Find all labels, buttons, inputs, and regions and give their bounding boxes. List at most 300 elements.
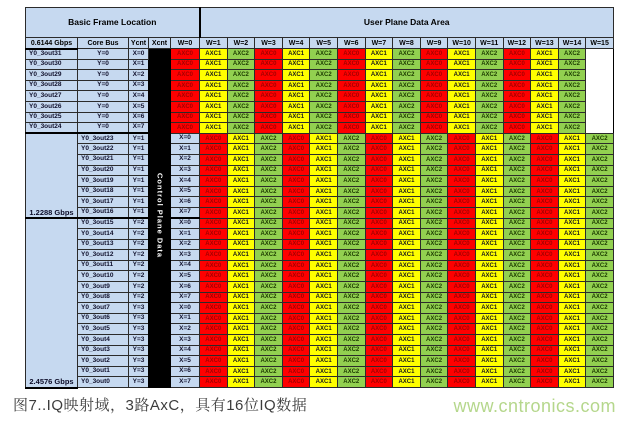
axc-cell: AXC0 xyxy=(503,101,531,112)
ycnt-cell: Y=1 xyxy=(129,133,149,144)
axc-cell: AXC1 xyxy=(310,313,338,324)
axc-cell: AXC0 xyxy=(448,260,476,271)
axc-cell: AXC2 xyxy=(420,335,448,346)
core-bus-cell: Y0_3out23 xyxy=(78,133,129,144)
axc-cell: AXC0 xyxy=(448,144,476,155)
column-header-xcnt: Xcnt xyxy=(149,38,171,49)
core-bus-cell: Y0_3out25 xyxy=(26,112,78,123)
axc-cell: AXC1 xyxy=(475,292,503,303)
axc-cell: AXC1 xyxy=(393,176,421,187)
axc-cell: AXC2 xyxy=(503,197,531,208)
axc-cell: AXC0 xyxy=(365,207,393,218)
axc-cell: AXC2 xyxy=(255,218,283,229)
core-bus-cell: Y0_3out15 xyxy=(78,218,129,229)
axc-cell: AXC1 xyxy=(227,133,255,144)
axc-cell: AXC1 xyxy=(531,112,559,123)
axc-cell: AXC1 xyxy=(558,335,586,346)
axc-cell: AXC0 xyxy=(282,303,310,314)
axc-cell: AXC2 xyxy=(558,91,586,102)
axc-cell: AXC2 xyxy=(393,70,421,81)
axc-cell: AXC0 xyxy=(282,282,310,293)
axc-cell: AXC0 xyxy=(365,218,393,229)
axc-cell: AXC2 xyxy=(255,377,283,388)
column-header-row xyxy=(26,38,614,49)
axc-cell: AXC0 xyxy=(200,250,228,261)
column-header-ycnt: Ycnt xyxy=(129,38,149,49)
axc-cell: AXC1 xyxy=(227,239,255,250)
axc-cell: AXC2 xyxy=(337,186,365,197)
ycnt-cell: Y=2 xyxy=(129,271,149,282)
xcnt-cell: X=2 xyxy=(171,239,200,250)
axc-cell: AXC1 xyxy=(475,250,503,261)
ycnt-cell: Y=2 xyxy=(129,260,149,271)
axc-cell: AXC2 xyxy=(310,70,338,81)
axc-cell: AXC1 xyxy=(531,70,559,81)
axc-cell: AXC1 xyxy=(531,101,559,112)
axc-cell: AXC1 xyxy=(531,91,559,102)
axc-cell: AXC1 xyxy=(393,377,421,388)
axc-cell: AXC1 xyxy=(227,176,255,187)
axc-cell: AXC0 xyxy=(448,165,476,176)
axc-cell: AXC2 xyxy=(586,176,614,187)
axc-cell: AXC2 xyxy=(227,59,255,70)
w-column-header-4: W=4 xyxy=(282,38,310,49)
axc-cell: AXC2 xyxy=(503,292,531,303)
table-row xyxy=(26,313,614,324)
axc-cell: AXC0 xyxy=(503,112,531,123)
axc-cell: AXC2 xyxy=(475,101,503,112)
axc-cell: AXC2 xyxy=(586,165,614,176)
axc-cell: AXC2 xyxy=(503,133,531,144)
axc-cell: AXC1 xyxy=(282,112,310,123)
axc-cell: AXC0 xyxy=(200,144,228,155)
core-bus-cell: Y0_3out24 xyxy=(26,123,78,134)
axc-cell: AXC2 xyxy=(558,112,586,123)
axc-cell: AXC2 xyxy=(475,80,503,91)
axc-cell: AXC0 xyxy=(365,345,393,356)
axc-cell: AXC0 xyxy=(448,250,476,261)
xcnt-cell: X=6 xyxy=(171,282,200,293)
axc-cell: AXC0 xyxy=(200,165,228,176)
w-column-header-11: W=11 xyxy=(475,38,503,49)
ycnt-cell: Y=2 xyxy=(129,250,149,261)
axc-cell: AXC2 xyxy=(393,59,421,70)
axc-cell: AXC0 xyxy=(531,356,559,367)
axc-cell: AXC1 xyxy=(393,250,421,261)
axc-cell: AXC1 xyxy=(227,250,255,261)
control-plane-label: Control Plane Data xyxy=(155,173,165,259)
axc-cell: AXC1 xyxy=(475,303,503,314)
axc-cell: AXC2 xyxy=(337,154,365,165)
axc-cell: AXC2 xyxy=(420,197,448,208)
axc-cell: AXC1 xyxy=(558,218,586,229)
axc-cell: AXC0 xyxy=(282,239,310,250)
axc-cell: AXC2 xyxy=(255,282,283,293)
axc-cell: AXC2 xyxy=(337,250,365,261)
axc-cell: AXC1 xyxy=(310,133,338,144)
axc-cell: AXC2 xyxy=(586,313,614,324)
axc-cell: AXC0 xyxy=(448,133,476,144)
axc-cell: AXC0 xyxy=(448,176,476,187)
ycnt-cell: Y=0 xyxy=(78,59,129,70)
axc-cell: AXC2 xyxy=(503,176,531,187)
axc-cell: AXC0 xyxy=(282,186,310,197)
axc-cell: AXC1 xyxy=(310,282,338,293)
axc-cell: AXC2 xyxy=(420,176,448,187)
axc-cell: AXC2 xyxy=(558,123,586,134)
axc-cell: AXC1 xyxy=(475,282,503,293)
axc-cell: AXC1 xyxy=(282,59,310,70)
axc-cell: AXC0 xyxy=(200,207,228,218)
axc-cell: AXC0 xyxy=(448,356,476,367)
axc-cell: AXC2 xyxy=(337,144,365,155)
xcnt-cell: X=4 xyxy=(171,176,200,187)
rate-label-cell xyxy=(26,133,78,218)
w-column-header-10: W=10 xyxy=(448,38,476,49)
axc-cell: AXC2 xyxy=(503,366,531,377)
axc-cell: AXC0 xyxy=(365,176,393,187)
xcnt-cell: X=6 xyxy=(129,112,149,123)
axc-cell: AXC2 xyxy=(337,303,365,314)
ycnt-cell: Y=3 xyxy=(129,313,149,324)
axc-cell: AXC2 xyxy=(420,239,448,250)
core-bus-cell: Y0_3out13 xyxy=(78,239,129,250)
axc-cell: AXC0 xyxy=(531,292,559,303)
axc-cell: AXC1 xyxy=(393,313,421,324)
axc-cell: AXC2 xyxy=(310,123,338,134)
axc-cell: AXC0 xyxy=(448,292,476,303)
axc-cell: AXC1 xyxy=(393,335,421,346)
axc-cell: AXC0 xyxy=(282,207,310,218)
axc-cell: AXC2 xyxy=(227,101,255,112)
axc-cell: AXC1 xyxy=(365,101,393,112)
ycnt-cell: Y=0 xyxy=(78,49,129,60)
axc-cell: AXC1 xyxy=(558,366,586,377)
table-row xyxy=(26,345,614,356)
axc-cell: AXC1 xyxy=(558,144,586,155)
axc-cell: AXC0 xyxy=(503,59,531,70)
w-column-header-9: W=9 xyxy=(420,38,448,49)
axc-cell: AXC0 xyxy=(282,345,310,356)
axc-cell: AXC0 xyxy=(448,271,476,282)
axc-cell: AXC2 xyxy=(420,186,448,197)
axc-cell: AXC0 xyxy=(200,186,228,197)
table-row xyxy=(26,112,614,123)
axc-cell: AXC2 xyxy=(586,282,614,293)
axc-cell: AXC1 xyxy=(558,154,586,165)
axc-cell: AXC1 xyxy=(393,186,421,197)
core-bus-cell: Y0_3out21 xyxy=(78,154,129,165)
axc-cell: AXC1 xyxy=(531,123,559,134)
axc-cell: AXC2 xyxy=(255,303,283,314)
table-row xyxy=(26,377,614,388)
axc-cell: AXC2 xyxy=(475,112,503,123)
axc-cell: AXC1 xyxy=(475,366,503,377)
axc-cell: AXC1 xyxy=(558,271,586,282)
axc-cell: AXC1 xyxy=(200,123,228,134)
table-row xyxy=(26,356,614,367)
axc-cell: AXC1 xyxy=(200,49,228,60)
axc-cell: AXC0 xyxy=(282,271,310,282)
core-bus-cell: Y0_3out18 xyxy=(78,186,129,197)
table-row xyxy=(26,229,614,240)
ycnt-cell: Y=2 xyxy=(129,218,149,229)
axc-cell: AXC1 xyxy=(227,154,255,165)
axc-cell: AXC1 xyxy=(310,345,338,356)
axc-cell: AXC1 xyxy=(558,176,586,187)
axc-cell: AXC2 xyxy=(337,335,365,346)
axc-cell: AXC2 xyxy=(337,366,365,377)
axc-cell: AXC0 xyxy=(448,303,476,314)
axc-cell: AXC0 xyxy=(171,123,200,134)
core-bus-cell: Y0_3out8 xyxy=(78,292,129,303)
axc-cell: AXC0 xyxy=(448,345,476,356)
axc-cell: AXC0 xyxy=(282,229,310,240)
axc-cell: AXC1 xyxy=(310,186,338,197)
axc-cell: AXC0 xyxy=(503,91,531,102)
axc-cell: AXC2 xyxy=(586,292,614,303)
ycnt-cell: Y=1 xyxy=(129,165,149,176)
axc-cell: AXC1 xyxy=(310,335,338,346)
axc-cell: AXC2 xyxy=(337,377,365,388)
axc-cell: AXC2 xyxy=(337,282,365,293)
axc-cell: AXC2 xyxy=(420,377,448,388)
core-bus-cell: Y0_3out14 xyxy=(78,229,129,240)
axc-cell: AXC0 xyxy=(171,80,200,91)
axc-cell: AXC2 xyxy=(227,112,255,123)
table-row xyxy=(26,123,614,134)
xcnt-cell: X=0 xyxy=(171,303,200,314)
axc-cell: AXC0 xyxy=(365,197,393,208)
axc-cell: AXC0 xyxy=(448,197,476,208)
axc-cell: AXC0 xyxy=(255,70,283,81)
core-bus-cell: Y0_3out29 xyxy=(26,70,78,81)
axc-cell: AXC0 xyxy=(200,282,228,293)
ycnt-cell: Y=1 xyxy=(129,207,149,218)
axc-cell: AXC0 xyxy=(420,80,448,91)
table-row xyxy=(26,292,614,303)
axc-cell: AXC1 xyxy=(393,207,421,218)
axc-cell: AXC2 xyxy=(420,218,448,229)
axc-cell: AXC1 xyxy=(227,165,255,176)
ycnt-cell: Y=1 xyxy=(129,176,149,187)
axc-cell: AXC2 xyxy=(503,154,531,165)
axc-cell: AXC1 xyxy=(448,80,476,91)
axc-cell: AXC2 xyxy=(586,250,614,261)
axc-cell: AXC1 xyxy=(227,377,255,388)
axc-cell: AXC2 xyxy=(420,207,448,218)
axc-cell: AXC1 xyxy=(310,229,338,240)
axc-cell: AXC0 xyxy=(531,335,559,346)
axc-cell: AXC2 xyxy=(255,292,283,303)
axc-cell: AXC2 xyxy=(337,324,365,335)
axc-cell: AXC1 xyxy=(282,101,310,112)
axc-cell: AXC2 xyxy=(227,123,255,134)
axc-cell: AXC1 xyxy=(531,80,559,91)
axc-cell: AXC1 xyxy=(365,91,393,102)
axc-cell: AXC2 xyxy=(255,186,283,197)
axc-cell: AXC1 xyxy=(227,207,255,218)
axc-cell: AXC2 xyxy=(420,303,448,314)
axc-cell: AXC2 xyxy=(586,356,614,367)
axc-cell: AXC0 xyxy=(337,112,365,123)
axc-cell: AXC0 xyxy=(171,112,200,123)
axc-cell: AXC2 xyxy=(503,218,531,229)
axc-cell: AXC0 xyxy=(200,239,228,250)
xcnt-cell: X=5 xyxy=(171,271,200,282)
axc-cell: AXC0 xyxy=(171,91,200,102)
core-bus-cell: Y0_3out17 xyxy=(78,197,129,208)
axc-cell: AXC0 xyxy=(531,207,559,218)
axc-cell: AXC0 xyxy=(337,70,365,81)
watermark: www.cntronics.com xyxy=(453,396,616,416)
w-column-header-1: W=1 xyxy=(200,38,228,49)
w-column-header-6: W=6 xyxy=(337,38,365,49)
control-plane-cell xyxy=(149,49,171,388)
axc-cell: AXC0 xyxy=(365,239,393,250)
axc-cell: AXC1 xyxy=(282,91,310,102)
core-bus-cell: Y0_3out12 xyxy=(78,250,129,261)
axc-cell: AXC1 xyxy=(393,165,421,176)
axc-cell: AXC2 xyxy=(255,144,283,155)
axc-cell: AXC0 xyxy=(365,260,393,271)
axc-cell: AXC2 xyxy=(503,260,531,271)
ycnt-cell: Y=1 xyxy=(129,144,149,155)
axc-cell: AXC2 xyxy=(503,144,531,155)
axc-cell: AXC1 xyxy=(448,49,476,60)
table-row xyxy=(26,271,614,282)
xcnt-cell: X=3 xyxy=(171,335,200,346)
w-column-header-7: W=7 xyxy=(365,38,393,49)
axc-cell: AXC1 xyxy=(227,271,255,282)
axc-cell: AXC2 xyxy=(310,49,338,60)
axc-cell: AXC2 xyxy=(503,165,531,176)
axc-cell: AXC1 xyxy=(558,133,586,144)
axc-cell: AXC1 xyxy=(310,303,338,314)
axc-cell: AXC1 xyxy=(475,218,503,229)
axc-cell: AXC1 xyxy=(282,123,310,134)
table-row xyxy=(26,218,614,229)
axc-cell: AXC1 xyxy=(558,313,586,324)
axc-cell: AXC0 xyxy=(200,229,228,240)
axc-cell: AXC0 xyxy=(365,165,393,176)
xcnt-cell: X=3 xyxy=(129,80,149,91)
xcnt-cell: X=5 xyxy=(171,356,200,367)
axc-cell: AXC2 xyxy=(586,271,614,282)
axc-cell: AXC1 xyxy=(475,377,503,388)
axc-cell: AXC0 xyxy=(365,324,393,335)
w-column-header-0: W=0 xyxy=(171,38,200,49)
axc-cell: AXC2 xyxy=(586,229,614,240)
axc-cell: AXC2 xyxy=(503,239,531,250)
table-row xyxy=(26,133,614,144)
w-column-header-14: W=14 xyxy=(558,38,586,49)
axc-cell: AXC1 xyxy=(282,70,310,81)
table-row xyxy=(26,260,614,271)
axc-cell: AXC0 xyxy=(282,250,310,261)
axc-cell: AXC2 xyxy=(227,80,255,91)
axc-cell: AXC1 xyxy=(393,218,421,229)
axc-cell: AXC0 xyxy=(448,324,476,335)
rate-label: 1.2288 Gbps xyxy=(29,207,74,217)
xcnt-cell: X=1 xyxy=(171,313,200,324)
axc-cell: AXC1 xyxy=(227,229,255,240)
axc-cell: AXC1 xyxy=(227,313,255,324)
axc-cell: AXC0 xyxy=(365,366,393,377)
axc-cell: AXC1 xyxy=(282,80,310,91)
axc-cell: AXC0 xyxy=(282,154,310,165)
axc-cell: AXC0 xyxy=(420,70,448,81)
axc-cell: AXC0 xyxy=(448,366,476,377)
rate-label-cell xyxy=(26,218,78,388)
ycnt-cell: Y=2 xyxy=(129,229,149,240)
axc-cell: AXC0 xyxy=(200,218,228,229)
axc-cell: AXC0 xyxy=(365,335,393,346)
axc-cell: AXC1 xyxy=(558,186,586,197)
axc-cell: AXC2 xyxy=(503,345,531,356)
axc-cell: AXC1 xyxy=(393,366,421,377)
axc-cell: AXC0 xyxy=(503,80,531,91)
xcnt-cell: X=7 xyxy=(171,207,200,218)
axc-cell: AXC2 xyxy=(420,345,448,356)
axc-cell: AXC1 xyxy=(475,271,503,282)
axc-cell: AXC1 xyxy=(393,303,421,314)
axc-cell: AXC0 xyxy=(531,303,559,314)
core-bus-cell: Y0_3out26 xyxy=(26,101,78,112)
axc-cell: AXC0 xyxy=(200,292,228,303)
axc-cell: AXC2 xyxy=(420,366,448,377)
axc-cell: AXC0 xyxy=(171,70,200,81)
axc-cell: AXC1 xyxy=(475,165,503,176)
axc-cell: AXC2 xyxy=(255,239,283,250)
table-row xyxy=(26,303,614,314)
xcnt-cell: X=1 xyxy=(129,59,149,70)
axc-cell: AXC0 xyxy=(448,186,476,197)
axc-cell: AXC1 xyxy=(393,324,421,335)
axc-cell: AXC2 xyxy=(255,250,283,261)
axc-cell: AXC0 xyxy=(255,49,283,60)
axc-cell: AXC2 xyxy=(255,154,283,165)
ycnt-cell: Y=1 xyxy=(129,186,149,197)
axc-cell: AXC0 xyxy=(531,271,559,282)
axc-cell: AXC2 xyxy=(255,335,283,346)
axc-cell: AXC1 xyxy=(475,133,503,144)
axc-cell: AXC1 xyxy=(365,112,393,123)
axc-cell: AXC2 xyxy=(475,91,503,102)
axc-cell: AXC1 xyxy=(227,186,255,197)
axc-cell: AXC1 xyxy=(227,218,255,229)
axc-cell: AXC2 xyxy=(255,356,283,367)
table-row xyxy=(26,186,614,197)
rate-label: 0.6144 Gbps xyxy=(30,39,73,47)
axc-cell: AXC1 xyxy=(448,91,476,102)
axc-cell: AXC0 xyxy=(365,154,393,165)
axc-cell: AXC0 xyxy=(282,335,310,346)
w-column-header-3: W=3 xyxy=(255,38,283,49)
axc-cell: AXC2 xyxy=(475,123,503,134)
axc-cell: AXC1 xyxy=(227,324,255,335)
axc-cell: AXC1 xyxy=(531,59,559,70)
axc-cell: AXC0 xyxy=(448,154,476,165)
ycnt-cell: Y=3 xyxy=(129,377,149,388)
axc-cell: AXC2 xyxy=(255,345,283,356)
axc-cell: AXC1 xyxy=(393,260,421,271)
axc-cell: AXC2 xyxy=(586,207,614,218)
axc-cell: AXC1 xyxy=(558,303,586,314)
axc-cell: AXC0 xyxy=(448,218,476,229)
axc-cell: AXC2 xyxy=(393,91,421,102)
axc-cell: AXC1 xyxy=(227,356,255,367)
